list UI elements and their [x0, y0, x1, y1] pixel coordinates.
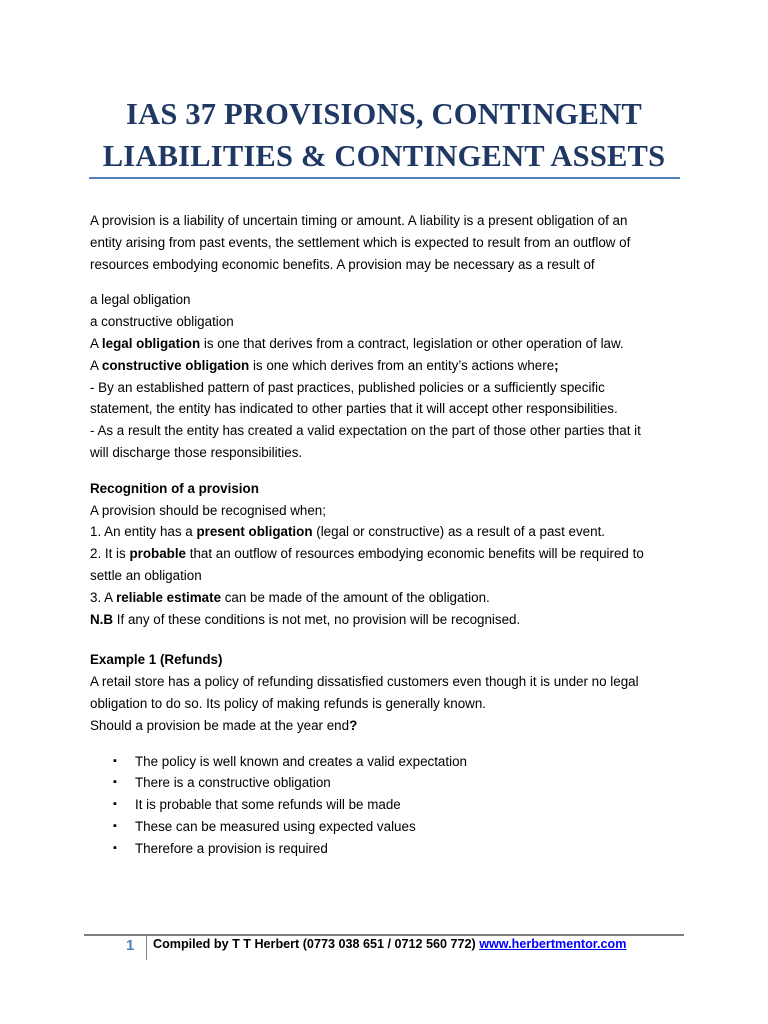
section-heading: Example 1 (Refunds): [90, 652, 223, 668]
text-line: A provision is a liability of uncertain timing or amount. A liability is a present obligation of an: [90, 213, 628, 228]
text-line: obligation to do so. Its policy of making refunds is generally known.: [90, 695, 486, 711]
term: constructive obligation: [101, 357, 250, 373]
intro-paragraph: [90, 210, 690, 275]
text-line: - As a result the entity has created a valid expectation on the part of those other parties that it: [90, 423, 641, 439]
term: present obligation: [196, 524, 313, 540]
title-line-1: IAS 37 PROVISIONS, CONTINGENT: [126, 97, 642, 131]
title-divider: [89, 177, 680, 179]
bullet-icon: ▪: [113, 841, 117, 854]
text-line: will discharge those responsibilities.: [90, 444, 303, 460]
page-number: 1: [126, 937, 135, 954]
footer-divider: [84, 934, 684, 936]
condition-2: 2. It is probable that an outflow of resources embodying economic benefits will be required to: [90, 546, 644, 562]
list-item: ▪ These can be measured using expected values: [90, 816, 690, 838]
bullet-icon: ▪: [113, 798, 117, 811]
list-item: ▪ It is probable that some refunds will be made: [90, 794, 690, 816]
section-heading: Recognition of a provision: [90, 480, 259, 496]
term: legal obligation: [101, 335, 201, 351]
text-line: statement, the entity has indicated to other parties that it will accept other responsibilities.: [90, 401, 618, 417]
nb-note: N.B If any of these conditions is not met, no provision will be recognised.: [90, 611, 521, 627]
bullet-icon: ▪: [113, 754, 117, 767]
list-item: ▪ There is a constructive obligation: [90, 772, 690, 794]
website-link[interactable]: www.herbertmentor.com: [479, 937, 627, 951]
footer-separator: [146, 934, 147, 960]
example-question: Should a provision be made at the year end?: [90, 717, 358, 733]
constructive-obligation-definition: A constructive obligation is one which derives from an entity’s actions where;: [90, 357, 559, 373]
title-line-2: LIABILITIES & CONTINGENT ASSETS: [102, 139, 666, 173]
text-line: entity arising from past events, the settlement which is expected to result from an outflow of: [90, 234, 631, 250]
obligation-item-constructive: a constructive obligation: [90, 314, 234, 330]
text-line: - By an established pattern of past practices, published policies or a sufficiently specific: [90, 379, 605, 395]
legal-obligation-definition: A legal obligation is one that derives from a contract, legislation or other operation of law.: [90, 335, 624, 351]
nb-label: N.B: [90, 611, 114, 627]
text-line: resources embodying economic benefits. A provision may be necessary as a result of: [90, 256, 595, 272]
bullet-icon: ▪: [113, 776, 117, 789]
term: reliable estimate: [116, 589, 222, 605]
text-line: A provision should be recognised when;: [90, 502, 326, 518]
list-item: ▪ The policy is well known and creates a valid expectation: [90, 751, 690, 773]
condition-3: 3. A reliable estimate can be made of the amount of the obligation.: [90, 589, 490, 605]
condition-1: 1. An entity has a present obligation (legal or constructive) as a result of a past event.: [90, 524, 606, 540]
obligations-section: [90, 289, 690, 463]
list-item: ▪ Therefore a provision is required: [90, 838, 690, 860]
document-body: [90, 210, 690, 860]
recognition-section: [90, 478, 690, 631]
footer-credit: Compiled by T T Herbert (0773 038 651 / 0712 560 772) www.herbertmentor.com: [153, 937, 627, 951]
example-1-section: [90, 649, 690, 859]
bullet-icon: ▪: [113, 819, 117, 832]
text-line: settle an obligation: [90, 567, 202, 583]
term: probable: [129, 546, 186, 562]
obligation-item-legal: a legal obligation: [90, 292, 191, 308]
page-title: [90, 93, 678, 177]
answer-list: [90, 751, 690, 860]
text-line: A retail store has a policy of refunding dissatisfied customers even though it is under no legal: [90, 674, 639, 690]
